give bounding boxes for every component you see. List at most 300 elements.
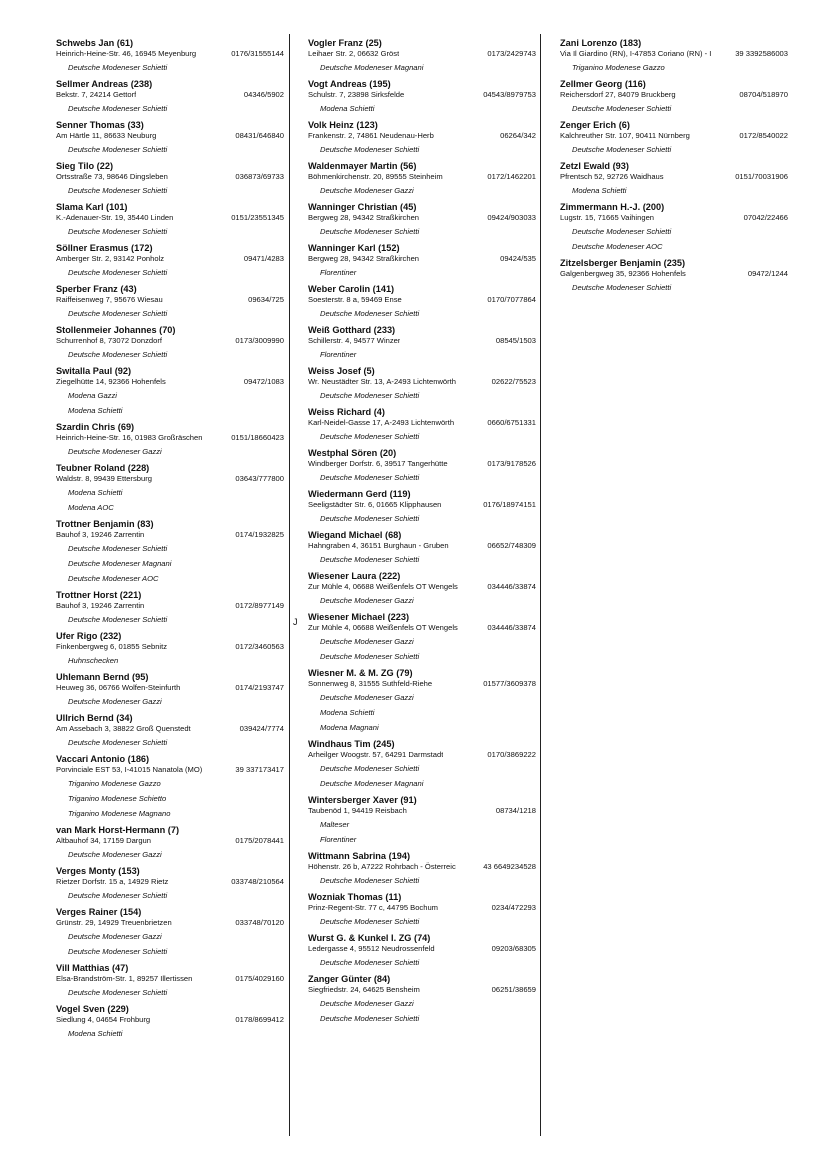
member-address: Reichersdorf 27, 84079 Bruckberg xyxy=(560,90,676,99)
member-address: Elsa-Brandström-Str. 1, 89257 Illertissen xyxy=(56,974,193,983)
address-row xyxy=(308,541,536,550)
address-row xyxy=(56,601,284,610)
address-row xyxy=(308,90,536,99)
member-entry xyxy=(308,933,536,967)
directory-column-3 xyxy=(560,38,788,299)
member-address: Waldstr. 8, 99439 Ettersburg xyxy=(56,474,152,483)
breed-label: Florentiner xyxy=(320,268,357,277)
member-entry xyxy=(56,38,284,72)
member-phone: 09472/1244 xyxy=(747,269,788,278)
member-name: Stollenmeier Johannes (70) xyxy=(56,325,176,335)
member-address: Siedlung 4, 04654 Frohburg xyxy=(56,1015,151,1024)
member-name: Zimmermann H.-J. (200) xyxy=(560,202,665,212)
breed-label: Deutsche Modeneser AOC xyxy=(572,242,663,251)
member-address: Grünstr. 29, 14929 Treuenbrietzen xyxy=(56,918,172,927)
member-name: Westphal Sören (20) xyxy=(308,448,397,458)
member-address: Soesterstr. 8 a, 59469 Ense xyxy=(308,295,402,304)
address-row xyxy=(560,49,788,58)
breed-label: Deutsche Modeneser Gazzi xyxy=(320,596,414,605)
breed-label: Modena Schietti xyxy=(320,104,375,113)
breed-label: Deutsche Modeneser Schietti xyxy=(68,268,168,277)
breed-label: Triganino Modenese Magnano xyxy=(68,809,171,818)
member-entry xyxy=(308,79,536,113)
member-phone: 033748/210564 xyxy=(231,877,284,886)
address-row xyxy=(56,1015,284,1024)
member-phone: 0170/3869222 xyxy=(487,750,536,759)
breed-label: Deutsche Modeneser Schietti xyxy=(68,544,168,553)
member-address: Bauhof 3, 19246 Zarrentin xyxy=(56,601,145,610)
breed-label: Modena Schietti xyxy=(68,1029,123,1038)
member-address: Finkenbergweg 6, 01855 Sebnitz xyxy=(56,642,168,651)
member-name: Zani Lorenzo (183) xyxy=(560,38,642,48)
member-address: Frankenstr. 2, 74861 Neudenau-Herb xyxy=(308,131,434,140)
member-entry xyxy=(308,448,536,482)
breed-label: Modena Schietti xyxy=(572,186,627,195)
member-name: Slama Karl (101) xyxy=(56,202,128,212)
member-phone: 033748/70120 xyxy=(235,918,284,927)
member-entry xyxy=(308,284,536,318)
member-phone: 08545/1503 xyxy=(495,336,536,345)
address-row xyxy=(56,918,284,927)
member-name: Vaccari Antonio (186) xyxy=(56,754,150,764)
breed-label: Deutsche Modeneser Schietti xyxy=(572,145,672,154)
member-entry xyxy=(56,631,284,665)
member-address: Prinz-Regent-Str. 77 c, 44795 Bochum xyxy=(308,903,439,912)
member-phone: 08431/646840 xyxy=(235,131,284,140)
member-address: Arheilger Woogstr. 57, 64291 Darmstadt xyxy=(308,750,444,759)
member-name: Ullrich Bernd (34) xyxy=(56,713,133,723)
breed-label: Deutsche Modeneser Schietti xyxy=(68,227,168,236)
member-entry xyxy=(308,530,536,564)
member-phone: 0173/9178526 xyxy=(487,459,536,468)
member-name: Szardin Chris (69) xyxy=(56,422,135,432)
member-entry xyxy=(56,963,284,997)
address-row xyxy=(560,172,788,181)
breed-label: Deutsche Modeneser Gazzi xyxy=(68,932,162,941)
breed-label: Deutsche Modeneser Gazzi xyxy=(320,693,414,702)
breed-label: Modena Schietti xyxy=(68,406,123,415)
member-phone: 0234/472293 xyxy=(491,903,536,912)
member-address: Kalchreuther Str. 107, 90411 Nürnberg xyxy=(560,131,690,140)
member-entry xyxy=(308,795,536,844)
member-phone: 0151/70031906 xyxy=(735,172,788,181)
address-row xyxy=(308,131,536,140)
member-entry xyxy=(56,590,284,624)
member-entry xyxy=(56,907,284,956)
address-row xyxy=(308,213,536,222)
breed-label: Huhnschecken xyxy=(68,656,119,665)
member-phone: 08704/518970 xyxy=(739,90,788,99)
member-entry xyxy=(560,38,788,72)
address-row xyxy=(308,377,536,386)
member-address: Zur Mühle 4, 06688 Weißenfels OT Wengels xyxy=(308,582,458,591)
member-phone: 0178/8699412 xyxy=(235,1015,284,1024)
member-address: Bergweg 28, 94342 Straßkirchen xyxy=(308,213,420,222)
member-address: Ortsstraße 73, 98646 Dingsleben xyxy=(56,172,168,181)
member-name: Weiss Richard (4) xyxy=(308,407,385,417)
member-name: Wiegand Michael (68) xyxy=(308,530,402,540)
address-row xyxy=(560,269,788,278)
breed-label: Deutsche Modeneser Schietti xyxy=(68,947,168,956)
member-entry xyxy=(56,243,284,277)
member-name: Wintersberger Xaver (91) xyxy=(308,795,417,805)
breed-label: Deutsche Modeneser Schietti xyxy=(68,104,168,113)
member-entry xyxy=(308,325,536,359)
breed-label: Deutsche Modeneser Gazzi xyxy=(320,999,414,1008)
breed-label: Deutsche Modeneser Schietti xyxy=(320,145,420,154)
address-row xyxy=(308,985,536,994)
member-phone: 0151/23551345 xyxy=(231,213,284,222)
address-row xyxy=(308,862,536,871)
member-phone: 0170/7077864 xyxy=(487,295,536,304)
address-row xyxy=(308,623,536,632)
member-entry xyxy=(308,38,536,72)
member-entry xyxy=(308,571,536,605)
member-name: Schwebs Jan (61) xyxy=(56,38,134,48)
address-row xyxy=(56,683,284,692)
member-entry xyxy=(560,202,788,251)
member-name: Wurst G. & Kunkel I. ZG (74) xyxy=(308,933,431,943)
breed-label: Deutsche Modeneser Schietti xyxy=(572,104,672,113)
member-phone: 09634/725 xyxy=(248,295,284,304)
member-phone: 09472/1083 xyxy=(243,377,284,386)
member-entry xyxy=(56,79,284,113)
breed-label: Deutsche Modeneser Magnani xyxy=(68,559,172,568)
member-phone: 0151/18660423 xyxy=(231,433,284,442)
member-phone: 09424/903033 xyxy=(487,213,536,222)
member-phone: 08734/1218 xyxy=(495,806,536,815)
member-phone: 034446/33874 xyxy=(487,623,536,632)
member-entry xyxy=(56,120,284,154)
breed-label: Deutsche Modeneser Schietti xyxy=(572,227,672,236)
member-address: Taubenöd 1, 94419 Reisbach xyxy=(308,806,407,815)
member-name: Wittmann Sabrina (194) xyxy=(308,851,411,861)
member-address: Bergweg 28, 94342 Straßkirchen xyxy=(308,254,420,263)
member-address: Hahngraben 4, 36151 Burghaun - Gruben xyxy=(308,541,449,550)
member-address: Amberger Str. 2, 93142 Ponholz xyxy=(56,254,165,263)
member-phone: 39 337173417 xyxy=(235,765,284,774)
member-address: Raiffeisenweg 7, 95676 Wiesau xyxy=(56,295,163,304)
member-entry xyxy=(56,825,284,859)
address-row xyxy=(56,213,284,222)
member-entry xyxy=(308,851,536,885)
breed-label: Deutsche Modeneser Schietti xyxy=(68,738,168,747)
member-name: Wiesener Laura (222) xyxy=(308,571,401,581)
breed-label: Triganino Modenese Gazzo xyxy=(68,779,161,788)
address-row xyxy=(308,750,536,759)
breed-label: Deutsche Modeneser Gazzi xyxy=(68,447,162,456)
address-row xyxy=(308,172,536,181)
member-name: Waldenmayer Martin (56) xyxy=(308,161,417,171)
member-address: Seeligstädter Str. 6, 01665 Klipphausen xyxy=(308,500,442,509)
member-entry xyxy=(308,407,536,441)
address-row xyxy=(56,377,284,386)
breed-label: Deutsche Modeneser Schietti xyxy=(68,988,168,997)
breed-label: Deutsche Modeneser Schietti xyxy=(68,891,168,900)
member-address: Heinrich-Heine-Str. 16, 01983 Großräschen xyxy=(56,433,203,442)
member-name: Weiß Gotthard (233) xyxy=(308,325,396,335)
member-name: Teubner Roland (228) xyxy=(56,463,150,473)
member-phone: 07042/22466 xyxy=(743,213,788,222)
member-entry xyxy=(308,366,536,400)
member-name: Weiss Josef (5) xyxy=(308,366,375,376)
member-name: Wozniak Thomas (11) xyxy=(308,892,402,902)
member-phone: 06264/342 xyxy=(500,131,536,140)
member-name: Sieg Tilo (22) xyxy=(56,161,114,171)
member-entry xyxy=(56,463,284,512)
member-entry xyxy=(308,489,536,523)
address-row xyxy=(56,49,284,58)
member-phone: 0174/2193747 xyxy=(235,683,284,692)
member-name: Wiesener Michael (223) xyxy=(308,612,410,622)
address-row xyxy=(56,765,284,774)
breed-label: Deutsche Modeneser Schietti xyxy=(320,1014,420,1023)
address-row xyxy=(308,418,536,427)
member-entry xyxy=(56,672,284,706)
member-address: Am Härtle 11, 86633 Neuburg xyxy=(56,131,157,140)
directory-column-2 xyxy=(308,38,536,1030)
address-row xyxy=(56,172,284,181)
address-row xyxy=(308,459,536,468)
member-phone: 0172/3460563 xyxy=(235,642,284,651)
member-phone: 04346/5902 xyxy=(243,90,284,99)
member-address: Am Assebach 3, 38822 Groß Quenstedt xyxy=(56,724,191,733)
member-name: Söllner Erasmus (172) xyxy=(56,243,153,253)
member-name: Sellmer Andreas (238) xyxy=(56,79,153,89)
member-name: Zenger Erich (6) xyxy=(560,120,630,130)
member-name: Uhlemann Bernd (95) xyxy=(56,672,149,682)
member-address: K.-Adenauer-Str. 19, 35440 Linden xyxy=(56,213,174,222)
member-address: Porvinciale EST 53, I-41015 Nanatola (MO) xyxy=(56,765,203,774)
address-row xyxy=(56,336,284,345)
address-row xyxy=(56,131,284,140)
address-row xyxy=(56,295,284,304)
member-name: Vogt Andreas (195) xyxy=(308,79,391,89)
member-name: Zellmer Georg (116) xyxy=(560,79,646,89)
member-phone: 034446/33874 xyxy=(487,582,536,591)
member-entry xyxy=(56,202,284,236)
member-address: Bekstr. 7, 24214 Gettorf xyxy=(56,90,137,99)
member-phone: 0176/18974151 xyxy=(483,500,536,509)
member-phone: 0660/6751331 xyxy=(487,418,536,427)
member-phone: 0172/8977149 xyxy=(235,601,284,610)
breed-label: Florentiner xyxy=(320,350,357,359)
member-address: Ledergasse 4, 95512 Neudrossenfeld xyxy=(308,944,435,953)
member-phone: 0173/2429743 xyxy=(487,49,536,58)
address-row xyxy=(308,49,536,58)
member-phone: 01577/3609378 xyxy=(483,679,536,688)
member-phone: 0175/2078441 xyxy=(235,836,284,845)
member-phone: 43 6649234528 xyxy=(483,862,536,871)
member-entry xyxy=(308,974,536,1023)
breed-label: Deutsche Modeneser Schietti xyxy=(320,555,420,564)
member-phone: 04543/8979753 xyxy=(483,90,536,99)
member-phone: 09471/4283 xyxy=(243,254,284,263)
member-phone: 036873/69733 xyxy=(235,172,284,181)
member-address: Böhmenkirchenstr. 20, 89555 Steinheim xyxy=(308,172,443,181)
member-entry xyxy=(56,325,284,359)
member-address: Pfrentsch 52, 92726 Waidhaus xyxy=(560,172,664,181)
member-address: Altbauhof 34, 17159 Dargun xyxy=(56,836,151,845)
address-row xyxy=(56,530,284,539)
address-row xyxy=(560,131,788,140)
member-name: Wiedermann Gerd (119) xyxy=(308,489,411,499)
breed-label: Deutsche Modeneser Magnani xyxy=(320,779,424,788)
breed-label: Deutsche Modeneser AOC xyxy=(68,574,159,583)
member-name: Weber Carolin (141) xyxy=(308,284,395,294)
member-name: van Mark Horst-Hermann (7) xyxy=(56,825,180,835)
member-name: Trottner Horst (221) xyxy=(56,590,142,600)
member-phone: 02622/75523 xyxy=(491,377,536,386)
member-entry xyxy=(560,120,788,154)
address-row xyxy=(560,213,788,222)
member-entry xyxy=(56,422,284,456)
breed-label: Deutsche Modeneser Schietti xyxy=(68,145,168,154)
breed-label: Malteser xyxy=(320,820,350,829)
member-name: Switalla Paul (92) xyxy=(56,366,132,376)
member-name: Vogler Franz (25) xyxy=(308,38,382,48)
breed-label: Florentiner xyxy=(320,835,357,844)
address-row xyxy=(56,724,284,733)
address-row xyxy=(308,679,536,688)
address-row xyxy=(308,500,536,509)
address-row xyxy=(308,944,536,953)
member-phone: 0172/1462201 xyxy=(487,172,536,181)
breed-label: Triganino Modenese Gazzo xyxy=(572,63,665,72)
address-row xyxy=(560,90,788,99)
member-entry xyxy=(56,284,284,318)
margin-marker: J xyxy=(293,617,298,627)
member-address: Sonnenweg 8, 31555 Suthfeld-Riehe xyxy=(308,679,433,688)
member-phone: 09203/68305 xyxy=(491,944,536,953)
breed-label: Modena Schietti xyxy=(68,488,123,497)
member-entry xyxy=(56,713,284,747)
address-row xyxy=(308,336,536,345)
member-phone: 039424/7774 xyxy=(239,724,284,733)
member-address: Zur Mühle 4, 06688 Weißenfels OT Wengels xyxy=(308,623,458,632)
member-name: Verges Monty (153) xyxy=(56,866,140,876)
breed-label: Deutsche Modeneser Gazzi xyxy=(320,637,414,646)
member-address: Heinrich-Heine-Str. 46, 16945 Meyenburg xyxy=(56,49,197,58)
member-entry xyxy=(308,161,536,195)
breed-label: Deutsche Modeneser Schietti xyxy=(320,391,420,400)
member-phone: 03643/777800 xyxy=(235,474,284,483)
member-address: Galgenbergweg 35, 92366 Hohenfels xyxy=(560,269,686,278)
breed-label: Deutsche Modeneser Schietti xyxy=(68,63,168,72)
member-name: Sperber Franz (43) xyxy=(56,284,137,294)
breed-label: Deutsche Modeneser Schietti xyxy=(320,514,420,523)
member-address: Schillerstr. 4, 94577 Winzer xyxy=(308,336,401,345)
breed-label: Triganino Modenese Schietto xyxy=(68,794,167,803)
member-entry xyxy=(308,612,536,661)
member-phone: 09424/535 xyxy=(500,254,536,263)
member-phone: 0174/1932825 xyxy=(235,530,284,539)
breed-label: Deutsche Modeneser Schietti xyxy=(68,186,168,195)
breed-label: Deutsche Modeneser Schietti xyxy=(320,432,420,441)
member-address: Wr. Neustädter Str. 13, A-2493 Lichtenwörth xyxy=(308,377,457,386)
member-entry xyxy=(56,161,284,195)
member-name: Wiesner M. & M. ZG (79) xyxy=(308,668,413,678)
column-divider xyxy=(540,34,541,1136)
member-name: Zitzelsberger Benjamin (235) xyxy=(560,258,686,268)
directory-column-1 xyxy=(56,38,284,1045)
breed-label: Deutsche Modeneser Schietti xyxy=(320,876,420,885)
breed-label: Deutsche Modeneser Schietti xyxy=(320,309,420,318)
address-row xyxy=(56,836,284,845)
member-address: Siegfriedstr. 24, 64625 Bensheim xyxy=(308,985,420,994)
breed-label: Deutsche Modeneser Schietti xyxy=(320,764,420,773)
member-address: Lugstr. 15, 71665 Vaihingen xyxy=(560,213,655,222)
member-phone: 0175/4029160 xyxy=(235,974,284,983)
member-entry xyxy=(560,79,788,113)
breed-label: Deutsche Modeneser Schietti xyxy=(320,917,420,926)
member-entry xyxy=(56,1004,284,1038)
member-entry xyxy=(308,120,536,154)
member-entry xyxy=(56,866,284,900)
member-phone: 0172/8540022 xyxy=(739,131,788,140)
breed-label: Deutsche Modeneser Schietti xyxy=(320,473,420,482)
member-name: Wanninger Christian (45) xyxy=(308,202,417,212)
member-address: Höhenstr. 26 b, A7222 Rohrbach - Österreic xyxy=(308,862,456,871)
member-name: Vogel Sven (229) xyxy=(56,1004,129,1014)
breed-label: Modena Gazzi xyxy=(68,391,117,400)
address-row xyxy=(56,433,284,442)
member-address: Karl-Neidel-Gasse 17, A-2493 Lichtenwörth xyxy=(308,418,455,427)
member-entry xyxy=(560,258,788,292)
member-name: Ufer Rigo (232) xyxy=(56,631,122,641)
address-row xyxy=(56,642,284,651)
member-address: Leihaer Str. 2, 06632 Gröst xyxy=(308,49,400,58)
breed-label: Modena Magnani xyxy=(320,723,379,732)
member-phone: 0176/31555144 xyxy=(231,49,284,58)
member-name: Vill Matthias (47) xyxy=(56,963,129,973)
member-name: Verges Rainer (154) xyxy=(56,907,142,917)
member-entry xyxy=(308,739,536,788)
breed-label: Modena AOC xyxy=(68,503,114,512)
member-entry xyxy=(308,892,536,926)
member-address: Windberger Dorfstr. 6, 39517 Tangerhütte xyxy=(308,459,448,468)
breed-label: Deutsche Modeneser Schietti xyxy=(572,283,672,292)
member-entry xyxy=(56,519,284,583)
member-name: Volk Heinz (123) xyxy=(308,120,378,130)
member-address: Ziegelhütte 14, 92366 Hohenfels xyxy=(56,377,166,386)
member-name: Senner Thomas (33) xyxy=(56,120,144,130)
breed-label: Deutsche Modeneser Schietti xyxy=(68,350,168,359)
breed-label: Deutsche Modeneser Gazzi xyxy=(68,697,162,706)
breed-label: Deutsche Modeneser Gazzi xyxy=(68,850,162,859)
member-name: Trottner Benjamin (83) xyxy=(56,519,154,529)
address-row xyxy=(56,474,284,483)
member-phone: 39 3392586003 xyxy=(735,49,788,58)
member-entry xyxy=(308,243,536,277)
member-entry xyxy=(56,754,284,818)
breed-label: Deutsche Modeneser Schietti xyxy=(68,615,168,624)
member-name: Zanger Günter (84) xyxy=(308,974,391,984)
address-row xyxy=(308,582,536,591)
member-entry xyxy=(56,366,284,415)
address-row xyxy=(56,254,284,263)
member-entry xyxy=(560,161,788,195)
member-name: Zetzl Ewald (93) xyxy=(560,161,629,171)
member-address: Rietzer Dorfstr. 15 a, 14929 Rietz xyxy=(56,877,169,886)
address-row xyxy=(56,974,284,983)
address-row xyxy=(308,254,536,263)
address-row xyxy=(308,295,536,304)
member-address: Schulstr. 7, 23898 Sirksfelde xyxy=(308,90,405,99)
address-row xyxy=(56,90,284,99)
breed-label: Deutsche Modeneser Schietti xyxy=(320,652,420,661)
breed-label: Deutsche Modeneser Gazzi xyxy=(320,186,414,195)
